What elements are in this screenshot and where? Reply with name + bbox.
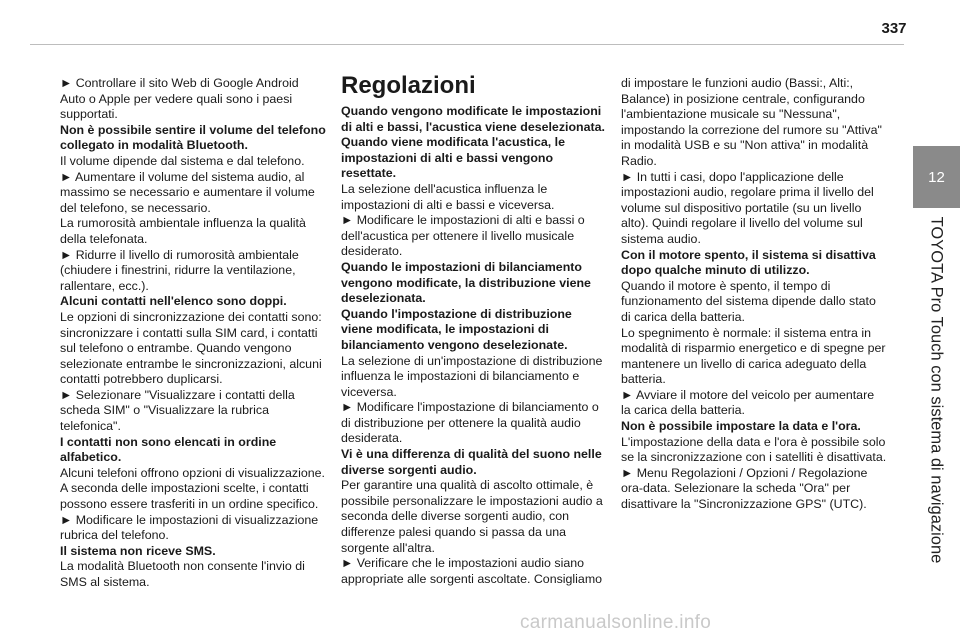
body-paragraph: ► Modificare l'impostazione di bilanciamento o di distribuzione per ottenere la qualità audio desiderata. <box>341 400 599 446</box>
header-divider <box>30 44 904 45</box>
body-paragraph: ► In tutti i casi, dopo l'applicazione delle impostazioni audio, regolare prima il livello del volume sul dispositivo portatile (su un livello alto). Quindi regolare il livello del volume sul sistema audio. <box>621 169 874 246</box>
body-paragraph: Lo spegnimento è normale: il sistema entra in modalità di risparmio energetico e di spegne per mantenere un livello di carica adeguato della batteria. <box>621 325 886 387</box>
section-heading: Regolazioni <box>341 72 476 99</box>
question-heading: Con il motore spento, il sistema si disattiva dopo qualche minuto di utilizzo. <box>621 247 876 278</box>
body-paragraph: Le opzioni di sincronizzazione dei contatti sono: sincronizzare i contatti sulla SIM card, i contatti sul telefono o entrambe. Quando vengono selezionate entrambe le sincronizzazioni, alcuni contatti potrebbero duplicarsi. <box>60 309 322 387</box>
body-paragraph: Quando il motore è spento, il tempo di funzionamento del sistema dipende dallo stato di carica della batteria. <box>621 278 876 324</box>
body-paragraph: L'impostazione della data e l'ora è possibile solo se la sincronizzazione con i satelliti è disattivata. <box>621 434 887 465</box>
text-column-left <box>60 76 326 591</box>
body-paragraph: La selezione di un'impostazione di distribuzione influenza le impostazioni di bilanciamento e viceversa. <box>341 353 603 399</box>
body-paragraph: ► Menu Regolazioni / Opzioni / Regolazione ora-data. Selezionare la scheda "Ora" per disattivare la "Sincronizzazione GPS" (UTC). <box>621 465 868 512</box>
question-heading: Quando vengono modificate le impostazioni di alti e bassi, l'acustica viene deselezionata. Quando viene modificata l'acustica, le impostazioni di alti e bassi vengono resettate. <box>341 104 605 181</box>
question-heading: Quando l'impostazione di distribuzione viene modificata, le impostazioni di bilanciamento vengono deselezionate. <box>341 306 572 352</box>
body-paragraph: di impostare le funzioni audio (Bassi:, Alti:, Balance) in posizione centrale, configurando l'ambientazione musicale su "Nessuna", impostando la correzione del rumore su "Attiva" in modalità USB e su "Non attiva" in modalità Radio. <box>621 76 882 168</box>
question-heading: Non è possibile impostare la data e l'ora. <box>621 419 861 434</box>
body-paragraph: ► Aumentare il volume del sistema audio, al massimo se necessario e aumentare il volume del telefono, se necessario. <box>60 169 315 215</box>
body-paragraph: ► Selezionare "Visualizzare i contatti della scheda SIM" o "Visualizzare la rubrica telefonica". <box>60 387 295 434</box>
body-paragraph: ► Controllare il sito Web di Google Android Auto o Apple per vedere quali sono i paesi supportati. <box>60 76 299 122</box>
text-column-right <box>621 76 887 513</box>
body-paragraph: La rumorosità ambientale influenza la qualità della telefonata. <box>60 216 306 246</box>
text-column-middle <box>341 72 605 587</box>
chapter-number: 12 <box>928 168 945 186</box>
body-paragraph: ► Verificare che le impostazioni audio siano appropriate alle sorgenti ascoltate. Consigliamo <box>341 556 603 586</box>
page-number: 337 <box>881 20 907 37</box>
question-heading: Quando le impostazioni di bilanciamento vengono modificate, la distribuzione viene deselezionata. <box>341 259 591 306</box>
watermark-text: carmanualsonline.info <box>520 612 712 633</box>
question-heading: Alcuni contatti nell'elenco sono doppi. <box>60 294 287 309</box>
question-heading: Non è possibile sentire il volume del telefono collegato in modalità Bluetooth. <box>60 122 326 153</box>
body-paragraph: ► Avviare il motore del veicolo per aumentare la carica della batteria. <box>621 387 875 418</box>
body-paragraph: La selezione dell'acustica influenza le impostazioni di alti e bassi e viceversa. <box>341 181 555 212</box>
chapter-tab <box>913 146 960 208</box>
body-paragraph: Alcuni telefoni offrono opzioni di visualizzazione. A seconda delle impostazioni scelte, i contatti possono essere trasferiti in un ordine specifico. <box>60 465 325 512</box>
body-paragraph: ► Modificare le impostazioni di alti e bassi o dell'acustica per ottenere il livello musicale desiderato. <box>341 213 585 259</box>
question-heading: Vi è una differenza di qualità del suono nelle diverse sorgenti audio. <box>341 447 602 477</box>
chapter-title: TOYOTA Pro Touch con sistema di navigazione <box>927 216 946 564</box>
question-heading: I contatti non sono elencati in ordine alfabetico. <box>60 434 277 465</box>
body-paragraph: Il volume dipende dal sistema e dal telefono. <box>60 153 305 168</box>
body-paragraph: Per garantire una qualità di ascolto ottimale, è possibile personalizzare le impostazioni audio a seconda delle diverse sorgenti audio, con differenze palesi quando si passa da una sorgente all'altra. <box>341 478 603 555</box>
body-paragraph: ► Modificare le impostazioni di visualizzazione rubrica del telefono. <box>60 512 319 543</box>
question-heading: Il sistema non riceve SMS. <box>60 543 216 558</box>
body-paragraph: La modalità Bluetooth non consente l'invio di SMS al sistema. <box>60 559 305 589</box>
body-paragraph: ► Ridurre il livello di rumorosità ambientale (chiudere i finestrini, ridurre la ventilazione, rallentare, ecc.). <box>60 247 299 293</box>
